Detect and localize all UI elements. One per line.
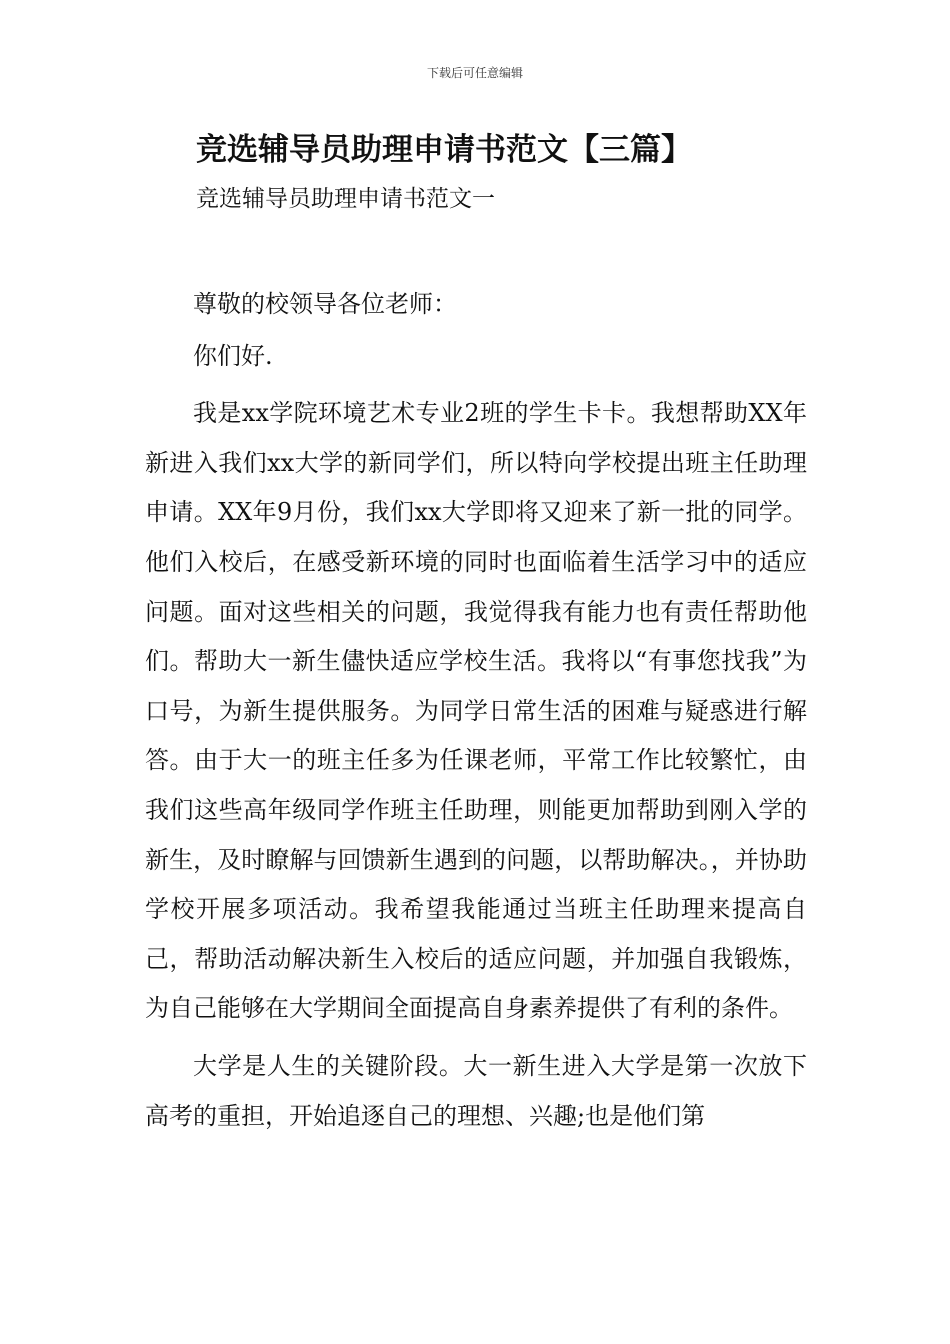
salutation: 尊敬的校领导各位老师： — [193, 290, 457, 318]
document-title: 竞选辅导员助理申请书范文【三篇】 — [196, 132, 692, 168]
body-paragraph: 大学是人生的关键阶段。大一新生进入大学是第一次放下高考的重担，开始追逐自己的理想、兴趣;也是他们第 — [145, 1051, 807, 1130]
document-body — [145, 280, 807, 1141]
page-header-note: 下载后可任意编辑 — [426, 66, 523, 80]
body-paragraph: 我是xx学院环境艺术专业2班的学生卡卡。我想帮助XX年新进入我们xx大学的新同学们，所以特向学校提出班主任助理申请。XX年9月份，我们xx大学即将又迎来了新一批的同学。他们入校后，在感受新环境的同时也面临着生活学习中的适应问题。面对这些相关的问题，我觉得我有能力也有责任帮助他们。帮助大一新生儘快适应学校生活。我将以“有事您找我”为口号，为新生提供服务。为同学日常生活的困难与疑惑进行解答。由于大一的班主任多为任课老师，平常工作比较繁忙，由我们这些高年级同学作班主任助理，则能更加帮助到刚入学的新生，及时瞭解与回馈新生遇到的问题，以帮助解决。，并协助学校开展多项活动。我希望我能通过当班主任助理来提高自己，帮助活动解决新生入校后的适应问题，并加强自我锻炼，为自己能够在大学期间全面提高自身素养提供了有利的条件。 — [145, 399, 807, 1023]
greeting: 你们好. — [193, 341, 273, 370]
document-subtitle: 竞选辅导员助理申请书范文一 — [196, 186, 495, 212]
